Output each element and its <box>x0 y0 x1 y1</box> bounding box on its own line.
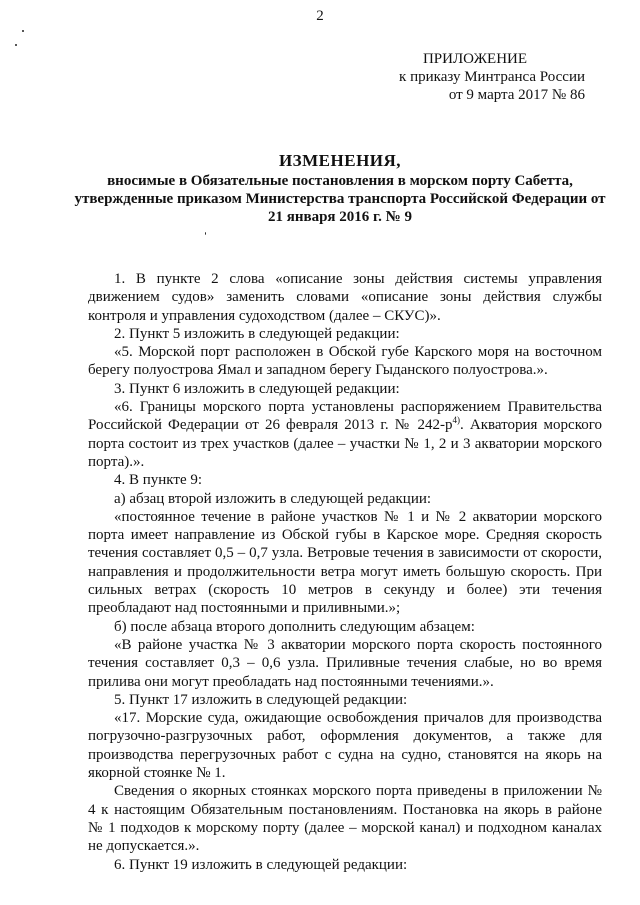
paragraph-8: «постоянное течение в районе участков № 1 и № 2 акватории морского порта имеет направление из Обской губы в Карское море. Средняя скорость течения составляет 0,5 – 0,7 узла. Ветровые течения в зависимости от скорости, направления и продолжительности ветра могут иметь большую скорость. При сильных ветрах (скорость 10 метров в секунду и более) эти течения преобладают над постоянными и приливными.»; <box>88 508 602 617</box>
appendix-line-1: к приказу Минтранса России <box>399 69 585 85</box>
paragraph-14: 6. Пункт 19 изложить в следующей редакции: <box>114 856 408 873</box>
title-sub-3: 21 января 2016 г. № 9 <box>267 209 412 225</box>
appendix-block <box>365 50 585 104</box>
title-sub-1: вносимые в Обязательные постановления в морском порту Сабетта, <box>107 173 573 189</box>
paragraph-1: 1. В пункте 2 слова «описание зоны действия системы управления движением судов» заменить словами «описание зоны действия службы контроля и управления судоходством (далее – СКУС)». <box>88 271 602 324</box>
paragraph-9: б) после абзаца второго дополнить следующим абзацем: <box>114 618 475 635</box>
page-number: 2 <box>316 8 324 24</box>
paragraph-2: 2. Пункт 5 изложить в следующей редакции: <box>114 325 400 342</box>
paragraph-13: Сведения о якорных стоянках морского порта приведены в приложении № 4 к настоящим Обязательным постановлениям. Постановка на якорь в районе № 1 подходов к морскому порту (далее – морской канал) и подходном каналах не допускается.». <box>88 783 602 855</box>
paragraph-11: 5. Пункт 17 изложить в следующей редакции: <box>114 691 408 708</box>
footnote-ref: 4) <box>452 415 461 426</box>
scan-speck <box>15 44 17 46</box>
title-sub-2: утвержденные приказом Министерства транспорта Российской Федерации от <box>74 191 606 207</box>
paragraph-5-tail: . Акватория морского порта состоит из трех участков (далее – участки № 1, 2 и 3 акватории морского порта).». <box>88 417 602 470</box>
paragraph-10: «В районе участка № 3 акватории морского порта скорость постоянного течения составляет 0,3 – 0,6 узла. Приливные течения слабые, но во время прилива они могут преобладать над постоянными течениями.». <box>88 636 602 690</box>
document-title <box>70 152 610 226</box>
paragraph-3: «5. Морской порт расположен в Обской губе Карского моря на восточном берегу полуострова Ямал и западном берегу Гыданского полуострова.». <box>88 344 602 379</box>
scan-speck <box>22 30 24 32</box>
scan-speck <box>205 232 206 235</box>
document-body <box>88 270 602 874</box>
paragraph-4: 3. Пункт 6 изложить в следующей редакции: <box>114 380 400 397</box>
appendix-heading: ПРИЛОЖЕНИЕ <box>422 51 528 67</box>
paragraph-5-text: «6. Границы морского порта установлены распоряжением Правительства Российской Федерации от 26 февраля 2013 г. № 242-р <box>88 399 602 434</box>
appendix-line-2: от 9 марта 2017 № 86 <box>448 87 585 103</box>
title-main: ИЗМЕНЕНИЯ, <box>278 151 402 170</box>
paragraph-6: 4. В пункте 9: <box>114 472 203 489</box>
paragraph-12: «17. Морские суда, ожидающие освобождения причалов для производства погрузочно-разгрузочных работ, оформления документов, а также для производства перегрузочных работ с судна на судно, становятся на якорь на якорной стоянке № 1. <box>88 710 602 782</box>
paragraph-5 <box>88 398 602 471</box>
paragraph-7: а) абзац второй изложить в следующей редакции: <box>114 490 432 507</box>
